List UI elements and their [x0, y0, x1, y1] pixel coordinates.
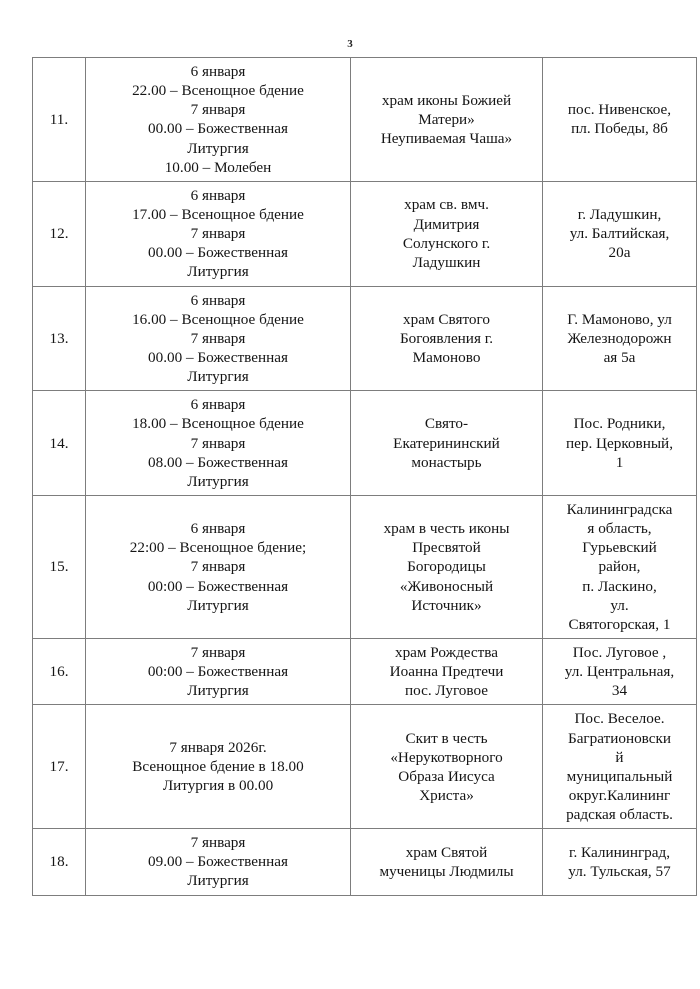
cell-line: 7 января	[190, 101, 246, 119]
cell-line: 6 января	[190, 63, 246, 80]
cell-line: Г. Мамоново, ул	[567, 310, 672, 328]
cell-line: радская область.	[566, 806, 673, 824]
church-name-cell	[351, 391, 543, 496]
cell-line: 7 января	[190, 434, 246, 452]
church-address-cell	[543, 638, 697, 704]
cell-line: Неупиваемая Чаша»	[380, 129, 513, 147]
row-number-cell: 16.	[33, 638, 86, 704]
table-row	[33, 638, 697, 704]
church-address-cell	[543, 181, 697, 286]
table-row	[33, 829, 697, 895]
cell-line: п. Ласкино,	[582, 577, 657, 595]
cell-line: храм иконы Божией	[381, 91, 512, 109]
table-row	[33, 58, 697, 182]
service-schedule-cell	[86, 286, 351, 391]
cell-line: Гурьевский	[582, 539, 657, 557]
table-row	[33, 286, 697, 391]
cell-line: Литургия	[187, 139, 249, 157]
church-name-cell	[351, 705, 543, 829]
cell-line: Пресвятой	[412, 539, 481, 557]
cell-line: ул. Тульская, 57	[568, 862, 671, 880]
row-number-cell: 14.	[33, 391, 86, 496]
cell-line: 7 января	[190, 225, 246, 243]
page-number: 3	[347, 38, 353, 50]
cell-line: Железнодорожн	[567, 329, 672, 347]
cell-line: Екатерининский	[393, 434, 500, 452]
church-name-cell	[351, 829, 543, 895]
cell-line: район,	[598, 558, 641, 576]
cell-line: пос. Луговое	[405, 682, 488, 700]
cell-line: мученицы Людмилы	[379, 862, 514, 880]
cell-line: 6 января	[190, 186, 246, 204]
cell-line: 09.00 – Божественная	[148, 853, 288, 871]
cell-line: ул. Балтийская,	[569, 225, 670, 243]
cell-line: ул.	[610, 596, 629, 614]
cell-line: Литургия	[187, 682, 249, 700]
cell-line: Ладушкин	[412, 253, 481, 271]
cell-line: г. Калининград,	[568, 843, 671, 861]
cell-line: 20а	[608, 244, 631, 262]
cell-line: Мамоново	[412, 348, 481, 366]
table-row	[33, 181, 697, 286]
cell-line: 6 января	[190, 291, 246, 309]
cell-line: Литургия	[187, 263, 249, 281]
church-name-cell	[351, 495, 543, 638]
church-address-cell	[543, 495, 697, 638]
cell-line: 7 января	[190, 643, 246, 661]
cell-line: 16.00 – Всенощное бдение	[132, 310, 304, 328]
row-number-cell: 17.	[33, 705, 86, 829]
schedule-table-body	[33, 58, 697, 896]
cell-line: 00:00 – Божественная	[147, 577, 289, 595]
cell-line: Свято-	[424, 415, 469, 433]
cell-line: пос. Нивенское,	[567, 101, 672, 119]
service-schedule-cell	[86, 58, 351, 182]
cell-line: Литургия	[187, 472, 249, 490]
table-row	[33, 705, 697, 829]
cell-line: й	[615, 748, 624, 766]
church-name-cell	[351, 638, 543, 704]
service-schedule-cell	[86, 391, 351, 496]
cell-line: Литургия	[187, 872, 249, 890]
service-schedule-cell	[86, 829, 351, 895]
cell-line: храм в честь иконы	[383, 520, 510, 538]
cell-line: 6 января	[190, 520, 246, 538]
cell-line: 34	[611, 682, 628, 700]
cell-line: Богородицы	[407, 558, 486, 576]
church-name-cell	[351, 286, 543, 391]
cell-line: ул. Центральная,	[564, 663, 675, 681]
cell-line: 18.00 – Всенощное бдение	[132, 415, 304, 433]
cell-line: округ.Калининг	[568, 786, 671, 804]
cell-line: Богоявления г.	[399, 329, 494, 347]
cell-line: 08.00 – Божественная	[148, 453, 288, 471]
cell-line: пл. Победы, 8б	[571, 120, 668, 138]
cell-line: храм Рождества	[394, 643, 499, 661]
cell-line: я область,	[587, 520, 652, 538]
cell-line: ая 5а	[603, 348, 636, 366]
cell-line: Пос. Веселое.	[574, 710, 665, 728]
cell-line: «Живоносный	[399, 577, 494, 595]
cell-line: г. Ладушкин,	[577, 205, 662, 223]
church-address-cell	[543, 286, 697, 391]
cell-line: Матери»	[418, 110, 475, 128]
cell-line: 00.00 – Божественная	[148, 244, 288, 262]
cell-line: Всенощное бдение в 18.00	[132, 758, 304, 776]
church-address-cell	[543, 391, 697, 496]
cell-line: Святогорская, 1	[568, 615, 671, 633]
cell-line: «Нерукотворного	[390, 748, 503, 766]
cell-line: Образа Иисуса	[398, 767, 495, 785]
cell-line: Димитрия	[413, 215, 480, 233]
cell-line: храм св. вмч.	[404, 196, 489, 214]
cell-line: 10.00 – Молебен	[164, 158, 272, 176]
cell-line: Пос. Родники,	[573, 415, 666, 433]
cell-line: 00.00 – Божественная	[148, 120, 288, 138]
row-number-cell: 11.	[33, 58, 86, 182]
row-number-cell: 12.	[33, 181, 86, 286]
church-name-cell	[351, 58, 543, 182]
cell-line: монастырь	[411, 453, 482, 471]
cell-line: храм Святого	[403, 310, 490, 328]
cell-line: Христа»	[419, 786, 474, 804]
cell-line: Литургия	[187, 368, 249, 386]
cell-line: пер. Церковный,	[566, 434, 673, 452]
cell-line: 7 января	[190, 558, 246, 576]
cell-line: 17.00 – Всенощное бдение	[132, 205, 304, 223]
cell-line: муниципальный	[566, 767, 673, 785]
cell-line: 00.00 – Божественная	[148, 348, 288, 366]
row-number-cell: 15.	[33, 495, 86, 638]
service-schedule-cell	[86, 638, 351, 704]
cell-line: 6 января	[190, 396, 246, 414]
church-address-cell	[543, 705, 697, 829]
cell-line: 00:00 – Божественная	[147, 663, 289, 681]
cell-line: Калининградска	[566, 500, 673, 518]
cell-line: Литургия	[187, 596, 249, 614]
cell-line: 22:00 – Всенощное бдение;	[129, 539, 307, 557]
schedule-table	[32, 57, 697, 896]
cell-line: 1	[615, 453, 624, 471]
cell-line: 22.00 – Всенощное бдение	[132, 82, 304, 100]
service-schedule-cell	[86, 705, 351, 829]
church-address-cell	[543, 829, 697, 895]
cell-line: Литургия в 00.00	[162, 777, 274, 795]
cell-line: Солунского г.	[402, 234, 491, 252]
cell-line: Иоанна Предтечи	[389, 663, 504, 681]
table-row	[33, 495, 697, 638]
cell-line: 7 января	[190, 834, 246, 852]
cell-line: Источник»	[411, 596, 482, 614]
cell-line: 7 января 2026г.	[169, 739, 267, 757]
row-number-cell: 18.	[33, 829, 86, 895]
cell-line: Багратионовски	[567, 729, 672, 747]
cell-line: Скит в честь	[405, 729, 488, 747]
table-row	[33, 391, 697, 496]
church-address-cell	[543, 58, 697, 182]
schedule-table-container	[32, 57, 675, 896]
cell-line: храм Святой	[405, 843, 488, 861]
cell-line: Пос. Луговое ,	[572, 643, 667, 661]
cell-line: 7 января	[190, 329, 246, 347]
service-schedule-cell	[86, 495, 351, 638]
service-schedule-cell	[86, 181, 351, 286]
row-number-cell: 13.	[33, 286, 86, 391]
church-name-cell	[351, 181, 543, 286]
